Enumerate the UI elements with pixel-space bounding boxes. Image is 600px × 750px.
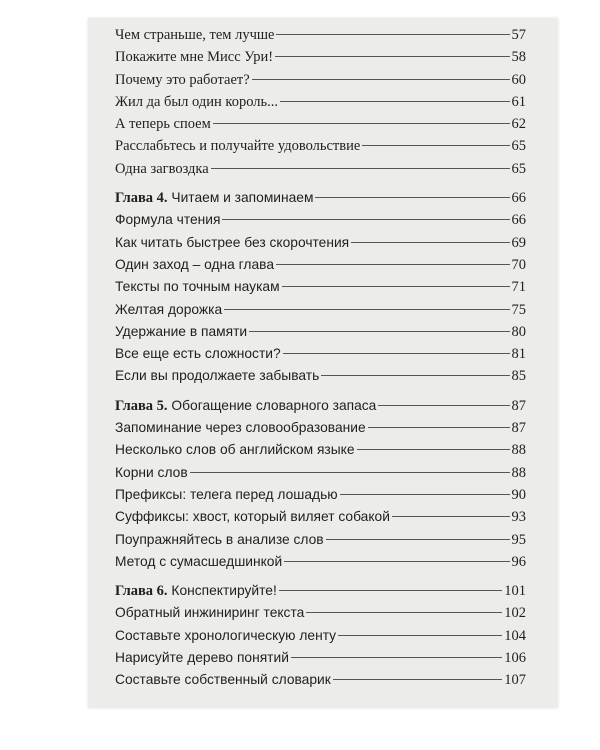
toc-entry-row [115,46,526,68]
toc-entry-row [115,158,526,180]
page-number: 60 [511,71,526,88]
page-number: 62 [511,116,526,133]
leader-line [291,657,502,658]
toc-chapter-row [115,187,526,209]
page-number: 85 [511,368,526,385]
toc-entry-title: Удержание в памяти [115,323,248,339]
toc-entry-row [115,135,526,157]
toc-entry-title: Почему это работает? [115,71,250,88]
toc-entry-title: Тексты по точным наукам [115,279,280,295]
page-number: 101 [504,583,526,600]
toc-entry-title: Префиксы: телега перед лошадью [115,486,338,502]
page-number: 93 [511,509,526,526]
page-number: 95 [511,531,526,548]
toc-entry-row [115,417,526,439]
toc-entry-title: Если вы продолжаете забывать [115,368,320,384]
leader-line [279,590,502,591]
chapter-title: Обогащение словарного запаса [171,397,377,413]
toc-entry-row [115,462,526,484]
page-number: 81 [511,346,526,363]
toc-entry-row [115,24,526,46]
toc-entry-row [115,113,526,135]
page-number: 90 [511,486,526,503]
toc-entry-title: Обратный инжиниринг текста [115,605,305,621]
leader-line [276,34,509,35]
leader-line [190,472,510,473]
chapter-title: Читаем и запоминаем [171,190,314,206]
toc-entry-row [115,299,526,321]
leader-line [392,516,510,517]
chapter-label: Глава 4. [115,190,168,207]
page-number: 71 [511,279,526,296]
leader-line [378,405,509,406]
leader-line [340,494,510,495]
toc-entry-title: Жил да был один король... [115,93,278,110]
page-number: 87 [511,397,526,414]
page-number: 102 [504,605,526,622]
page-number: 80 [511,323,526,340]
toc-entry-row [115,321,526,343]
toc-entry-row [115,365,526,387]
chapter-label: Глава 5. [115,397,168,414]
chapter-label: Глава 6. [115,583,168,600]
leader-line [326,539,510,540]
toc-entry-row [115,602,526,624]
page-number: 61 [511,93,526,110]
toc-entry-title: Желтая дорожка [115,301,223,317]
toc-entry-title: Покажите мне Мисс Ури! [115,49,274,66]
page-number: 65 [511,160,526,177]
page-number: 107 [504,672,526,689]
leader-line [222,219,509,220]
toc-entry-title: Все еще есть сложности? [115,346,281,362]
toc-entry-row [115,343,526,365]
leader-line [306,612,502,613]
page-number: 65 [511,138,526,155]
leader-line [284,561,509,562]
toc-entry-row [115,647,526,669]
leader-line [362,145,509,146]
toc-entry-title: Нарисуйте дерево понятий [115,650,289,666]
leader-line [282,286,510,287]
page-number: 104 [504,627,526,644]
toc-entry-title: Метод с сумасшедшинкой [115,553,283,569]
page-number: 58 [511,49,526,66]
toc-entry-title: Суффиксы: хвост, который виляет собакой [115,509,390,525]
toc-entry-title: Один заход – одна глава [115,256,274,272]
toc-chapter-row [115,580,526,602]
leader-line [213,123,510,124]
toc-entry-title: Формула чтения [115,212,221,228]
leader-line [249,331,509,332]
toc-entry-row [115,551,526,573]
toc-entry-row [115,529,526,551]
toc-entry-title: Чем страньше, тем лучше [115,27,275,43]
toc-entry-row [115,669,526,691]
leader-line [280,101,510,102]
toc-entry-title [115,580,277,602]
leader-line [283,353,510,354]
leader-line [224,309,509,310]
toc-entry-row [115,69,526,91]
page-number: 88 [511,442,526,459]
toc-entry-title [115,187,313,209]
leader-line [338,635,502,636]
table-of-contents [115,24,526,692]
page-number: 75 [511,301,526,318]
toc-entry-row [115,276,526,298]
leader-line [351,242,509,243]
toc-entry-title: Расслабьтесь и получайте удовольствие [115,138,361,155]
page-number: 57 [511,27,526,43]
toc-entry-row [115,439,526,461]
leader-line [333,679,502,680]
page-number: 66 [511,212,526,229]
toc-entry-title: Как читать быстрее без скорочтения [115,234,350,250]
toc-entry-title: Поупражняйтесь в анализе слов [115,531,324,547]
toc-entry-title [115,395,376,417]
toc-entry-row [115,91,526,113]
page-number: 70 [511,256,526,273]
toc-entry-row [115,232,526,254]
toc-entry-title: Запоминание через словообразование [115,420,366,436]
toc-entry-title: Составьте собственный словарик [115,672,331,688]
leader-line [211,168,510,169]
toc-entry-row [115,625,526,647]
leader-line [357,449,510,450]
leader-line [315,197,509,198]
toc-entry-row [115,254,526,276]
page-number: 87 [511,420,526,437]
chapter-title: Конспектируйте! [171,583,277,599]
toc-entry-row [115,484,526,506]
page-number: 66 [511,190,526,207]
leader-line [276,264,510,265]
page-number: 96 [511,553,526,570]
toc-entry-row [115,506,526,528]
leader-line [275,56,509,57]
toc-entry-title: Корни слов [115,464,188,480]
leader-line [368,427,510,428]
page-number: 69 [511,234,526,251]
toc-entry-row [115,209,526,231]
leader-line [252,79,510,80]
toc-entry-title: Составьте хронологическую ленту [115,627,337,643]
toc-entry-title: Одна загвоздка [115,160,209,177]
toc-chapter-row [115,395,526,417]
toc-entry-title: А теперь споем [115,116,211,133]
toc-entry-title: Несколько слов об английском языке [115,442,355,458]
leader-line [321,375,509,376]
page-number: 106 [504,650,526,667]
page-number: 88 [511,464,526,481]
